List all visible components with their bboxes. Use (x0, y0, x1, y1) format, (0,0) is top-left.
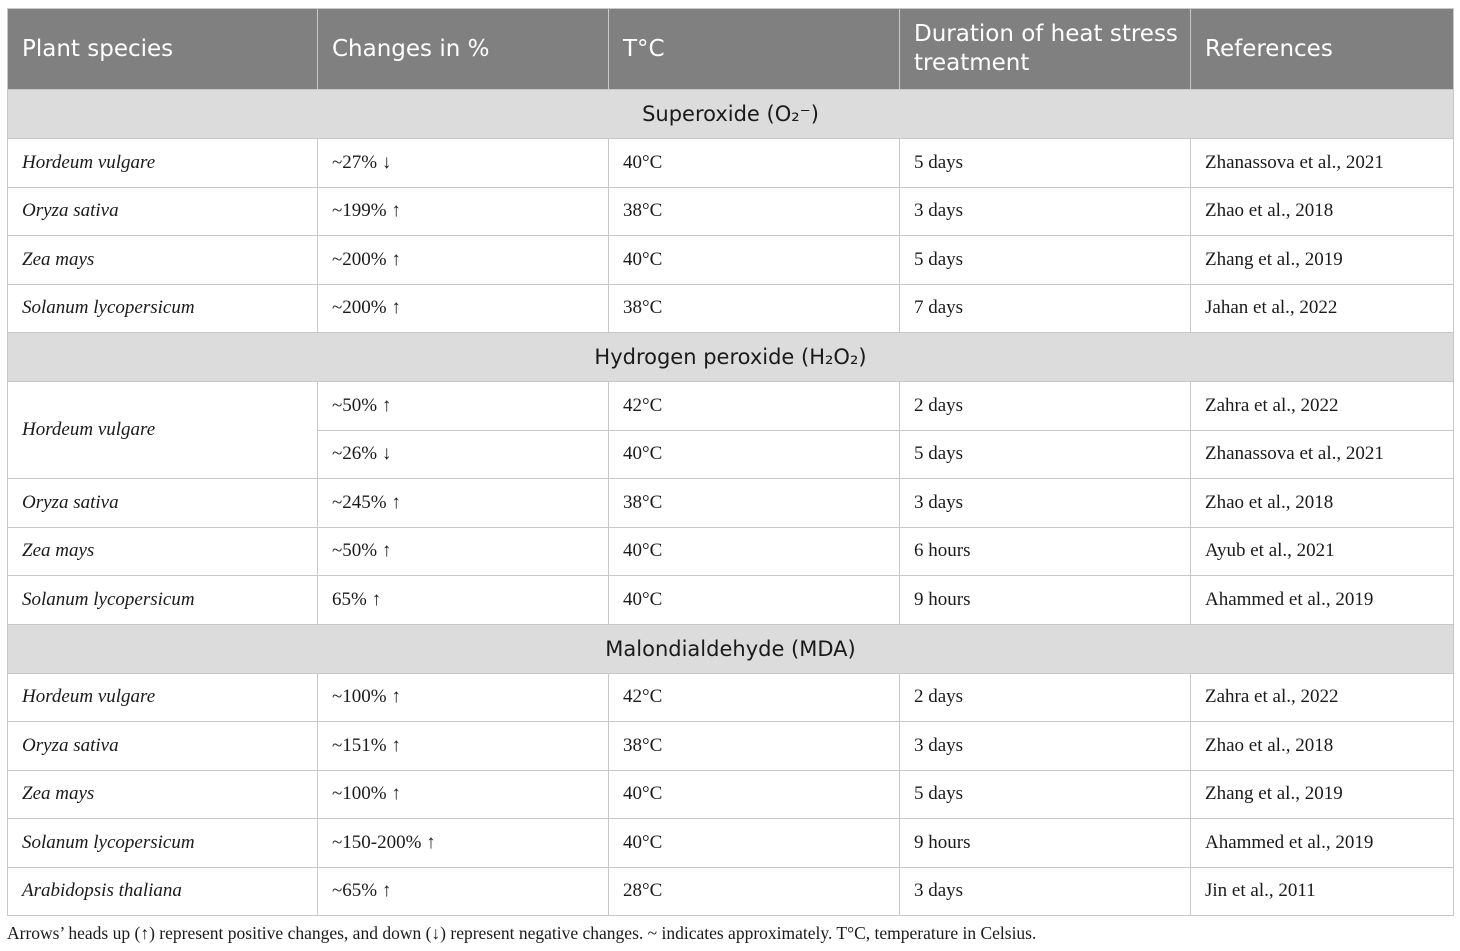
duration-cell: 3 days (900, 187, 1191, 236)
reference-link[interactable]: Zahra et al., 2022 (1191, 382, 1454, 431)
section-title: Malondialdehyde (MDA) (8, 624, 1454, 673)
temperature-cell: 38°C (609, 187, 900, 236)
table-row (8, 722, 1454, 771)
change-cell: ~150-200% ↑ (318, 819, 609, 868)
change-cell: ~27% ↓ (318, 139, 609, 188)
species-cell: Zea mays (8, 236, 318, 285)
reference-link[interactable]: Zhao et al., 2018 (1191, 722, 1454, 771)
change-cell: ~151% ↑ (318, 722, 609, 771)
reference-link[interactable]: Zhanassova et al., 2021 (1191, 139, 1454, 188)
change-cell: ~199% ↑ (318, 187, 609, 236)
species-cell: Hordeum vulgare (8, 382, 318, 479)
table-row (8, 673, 1454, 722)
reference-link[interactable]: Ahammed et al., 2019 (1191, 576, 1454, 625)
table-row (8, 770, 1454, 819)
reference-link[interactable]: Ahammed et al., 2019 (1191, 819, 1454, 868)
species-cell: Hordeum vulgare (8, 139, 318, 188)
reference-link[interactable]: Zhanassova et al., 2021 (1191, 430, 1454, 479)
reference-link[interactable]: Zhao et al., 2018 (1191, 479, 1454, 528)
temperature-cell: 40°C (609, 819, 900, 868)
temperature-cell: 38°C (609, 722, 900, 771)
duration-cell: 2 days (900, 382, 1191, 431)
reference-link[interactable]: Zahra et al., 2022 (1191, 673, 1454, 722)
temperature-cell: 38°C (609, 284, 900, 333)
temperature-cell: 42°C (609, 382, 900, 431)
temperature-cell: 40°C (609, 139, 900, 188)
table-footnote: Arrows’ heads up (↑) represent positive changes, and down (↓) represent negative changes. ~ indicates approximately. T°C, temperature in Celsius. (7, 923, 1037, 943)
temperature-cell: 40°C (609, 430, 900, 479)
species-cell: Oryza sativa (8, 479, 318, 528)
header-changes: Changes in % (318, 9, 609, 90)
reference-link[interactable]: Jahan et al., 2022 (1191, 284, 1454, 333)
section-row-superoxide (8, 90, 1454, 139)
table-row (8, 576, 1454, 625)
change-cell: ~26% ↓ (318, 430, 609, 479)
change-cell: ~100% ↑ (318, 673, 609, 722)
temperature-cell: 40°C (609, 236, 900, 285)
section-row-hydrogen-peroxide (8, 333, 1454, 382)
species-cell: Oryza sativa (8, 722, 318, 771)
header-plant-species: Plant species (8, 9, 318, 90)
duration-cell: 9 hours (900, 819, 1191, 868)
duration-cell: 6 hours (900, 527, 1191, 576)
species-cell: Solanum lycopersicum (8, 819, 318, 868)
change-cell: ~200% ↑ (318, 236, 609, 285)
duration-cell: 3 days (900, 479, 1191, 528)
section-title: Hydrogen peroxide (H₂O₂) (8, 333, 1454, 382)
table-row (8, 867, 1454, 916)
reference-link[interactable]: Zhang et al., 2019 (1191, 770, 1454, 819)
header-row (8, 9, 1454, 90)
table-row (8, 284, 1454, 333)
duration-cell: 3 days (900, 867, 1191, 916)
reference-link[interactable]: Ayub et al., 2021 (1191, 527, 1454, 576)
species-cell: Arabidopsis thaliana (8, 867, 318, 916)
section-title: Superoxide (O₂⁻) (8, 90, 1454, 139)
temperature-cell: 42°C (609, 673, 900, 722)
temperature-cell: 28°C (609, 867, 900, 916)
table-row (8, 139, 1454, 188)
duration-cell: 5 days (900, 236, 1191, 285)
section-row-mda (8, 624, 1454, 673)
table-row (8, 819, 1454, 868)
species-cell: Hordeum vulgare (8, 673, 318, 722)
header-references: References (1191, 9, 1454, 90)
duration-cell: 5 days (900, 770, 1191, 819)
change-cell: ~245% ↑ (318, 479, 609, 528)
change-cell: ~100% ↑ (318, 770, 609, 819)
table-row (8, 479, 1454, 528)
change-cell: ~65% ↑ (318, 867, 609, 916)
duration-cell: 5 days (900, 139, 1191, 188)
duration-cell: 5 days (900, 430, 1191, 479)
change-cell: ~200% ↑ (318, 284, 609, 333)
temperature-cell: 38°C (609, 479, 900, 528)
header-temperature: T°C (609, 9, 900, 90)
table-row (8, 382, 1454, 431)
duration-cell: 2 days (900, 673, 1191, 722)
temperature-cell: 40°C (609, 527, 900, 576)
duration-cell: 9 hours (900, 576, 1191, 625)
change-cell: ~50% ↑ (318, 382, 609, 431)
species-cell: Zea mays (8, 527, 318, 576)
table-row (8, 236, 1454, 285)
header-duration: Duration of heat stress treatment (900, 9, 1191, 90)
species-cell: Oryza sativa (8, 187, 318, 236)
table-row (8, 187, 1454, 236)
change-cell: ~50% ↑ (318, 527, 609, 576)
reference-link[interactable]: Zhao et al., 2018 (1191, 187, 1454, 236)
temperature-cell: 40°C (609, 576, 900, 625)
change-cell: 65% ↑ (318, 576, 609, 625)
temperature-cell: 40°C (609, 770, 900, 819)
duration-cell: 3 days (900, 722, 1191, 771)
species-cell: Zea mays (8, 770, 318, 819)
reference-link[interactable]: Jin et al., 2011 (1191, 867, 1454, 916)
species-cell: Solanum lycopersicum (8, 576, 318, 625)
duration-cell: 7 days (900, 284, 1191, 333)
species-cell: Solanum lycopersicum (8, 284, 318, 333)
table-row (8, 527, 1454, 576)
ros-table (7, 8, 1454, 916)
reference-link[interactable]: Zhang et al., 2019 (1191, 236, 1454, 285)
